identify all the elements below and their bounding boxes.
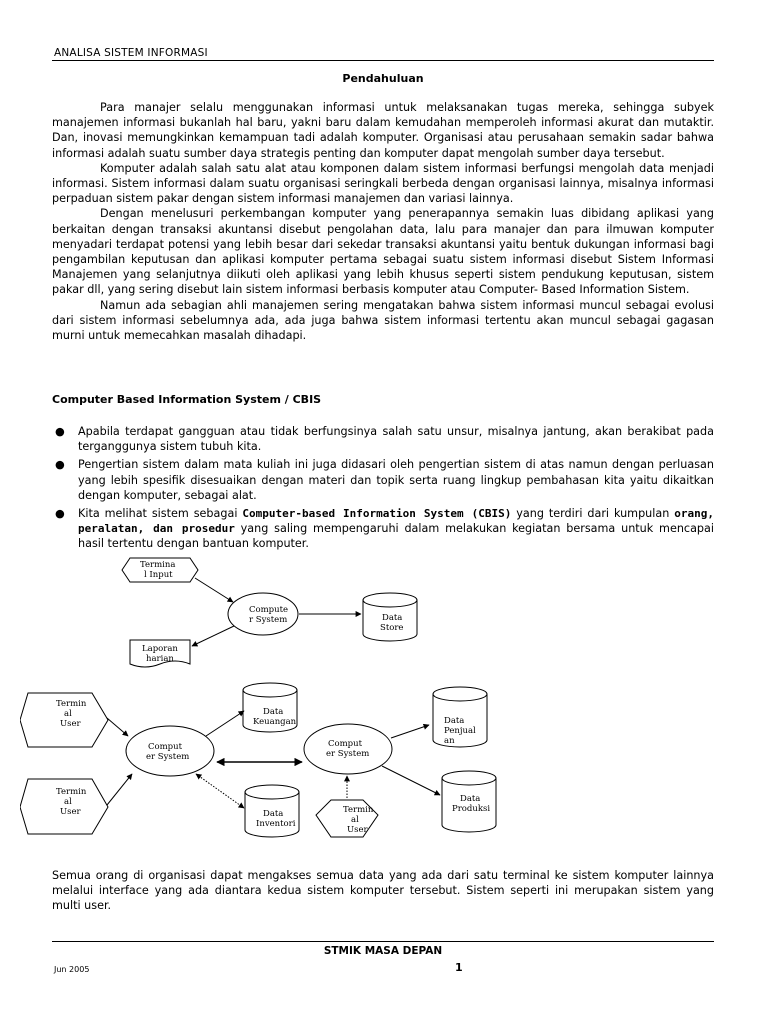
terminal-user-2-label-3: User — [60, 807, 81, 817]
bullet-text-part: yang saling mempengaruhi dalam melakukan kegiatan bersama untuk mencapai hasil tertentu dengan bantuan komputer. — [78, 522, 714, 551]
footer-rule — [52, 941, 714, 942]
terminal-user-1-shape — [20, 693, 108, 747]
data-inventori-label-1: Data — [263, 809, 284, 819]
closing-paragraph: Semua orang di organisasi dapat mengakses semua data yang ada dari satu terminal ke sistem komputer lainnya melalui interface yang ada diantara kedua sistem komputer tersebut. Sistem seperti ini merupakan sistem yang multi user. — [52, 869, 714, 913]
data-store-label-2: Store — [380, 623, 404, 633]
computer-system-left-shape — [126, 726, 214, 776]
footer-institution: STMIK MASA DEPAN — [323, 945, 443, 957]
bullet-item — [52, 424, 714, 454]
data-penjualan-shape — [433, 687, 487, 747]
bullet-dot-icon: ● — [55, 507, 65, 521]
computer-system-left-label-1: Comput — [148, 742, 183, 752]
arrow-cs-inventori — [196, 774, 244, 808]
section-heading: Computer Based Information System / CBIS — [52, 393, 322, 406]
laporan-harian-label-1: Laporan — [142, 644, 178, 654]
data-keuangan-shape — [243, 683, 297, 732]
data-penjualan-label-3: an — [444, 736, 455, 746]
bold-term-cbis: Computer-based Information System (CBIS) — [242, 507, 512, 521]
arrow-computer-to-report — [192, 626, 234, 646]
arrow-cs-to-keuangan — [206, 711, 244, 736]
page-number: 1 — [455, 961, 463, 974]
terminal-user-1-label-3: User — [60, 719, 81, 729]
data-penjualan-label-1: Data — [444, 716, 465, 726]
arrow-cs-to-produksi — [382, 766, 440, 795]
data-penjualan-label-2: Penjual — [444, 726, 476, 736]
terminal-user-3-label-2: al — [351, 815, 359, 825]
arrow-cs-to-penjualan — [391, 725, 429, 738]
footer-date: Jun 2005 — [54, 965, 90, 974]
terminal-user-2-label-1: Termin — [56, 787, 87, 797]
bullet-text-part: yang terdiri dari kumpulan — [511, 507, 675, 521]
bullet-text: Apabila terdapat gangguan atau tidak berfungsinya salah satu unsur, misalnya jantung, akan berakibat pada terganggunya sistem tubuh kita. — [78, 425, 714, 454]
bullet-text: Pengertian sistem dalam mata kuliah ini juga didasari oleh pengertian sistem di atas namun dengan perluasan yang lebih spesifik disesuaikan dengan materi dan topik serta ruang lingkup pembahasan kita yaitu dikaitkan dengan komputer, sebagai alat. — [78, 458, 714, 502]
header-rule — [52, 60, 714, 61]
bullet-text-part: Kita melihat sistem sebagai — [78, 507, 243, 521]
data-produksi-label-1: Data — [460, 794, 481, 804]
data-produksi-label-2: Produksi — [452, 804, 491, 814]
data-keuangan-label-1: Data — [263, 707, 284, 717]
computer-system-top-label-2: r System — [249, 615, 288, 625]
intro-section — [52, 100, 714, 343]
data-inventori-shape — [245, 785, 299, 837]
data-keuangan-label-2: Keuangan — [253, 717, 297, 727]
arrow-terminal2-to-cs — [107, 774, 132, 805]
bold-term-components: orang, peralatan, dan prosedur — [78, 507, 714, 536]
terminal-user-3-shape — [316, 800, 378, 837]
arrow-input-to-computer — [195, 578, 233, 602]
bullet-item — [52, 457, 714, 503]
paragraph-1: Para manajer selalu menggunakan informasi untuk melaksanakan tugas mereka, sehingga subyek manajemen informasi bukanlah hal baru, yakni baru dalam kemudahan memperoleh informasi akurat dan mutaktir. Dan, inovasi memungkinkan kemampuan tadi adalah komputer. Organisasi atau perusahaan semakin sadar bahwa informasi adalah suatu sumber daya strategis penting dan komputer dapat mengolah sumber daya tersebut. — [52, 101, 714, 160]
paragraph-4: Namun ada sebagian ahli manajemen sering mengatakan bahwa sistem informasi muncul sebagai evolusi dari sistem informasi sebelumnya ada, ada juga bahwa sistem informasi tertentu akan muncul sebagai gagasan murni untuk memecahkan masalah dihadapi. — [52, 298, 714, 343]
terminal-user-1-label-2: al — [64, 709, 72, 719]
computer-system-right-label-2: er System — [326, 749, 370, 759]
data-store-shape — [363, 593, 417, 641]
computer-system-left-label-2: er System — [146, 752, 190, 762]
bullet-dot-icon: ● — [55, 425, 65, 438]
document-title: Pendahuluan — [342, 72, 424, 85]
data-inventori-label-2: Inventori — [256, 819, 296, 829]
terminal-user-2-shape — [20, 779, 108, 834]
terminal-user-1-label-1: Termin — [56, 699, 87, 709]
bullet-list — [52, 424, 714, 555]
arrow-terminal1-to-cs — [107, 718, 128, 736]
computer-system-top-label-1: Compute — [249, 605, 289, 615]
bullet-item — [52, 506, 714, 552]
data-store-label-1: Data — [382, 613, 403, 623]
laporan-harian-label-2: harian — [146, 654, 174, 664]
terminal-input-shape — [122, 558, 198, 582]
computer-system-right-shape — [304, 724, 392, 774]
bullet-dot-icon: ● — [55, 458, 65, 472]
data-produksi-shape — [442, 771, 496, 832]
terminal-user-3-label-1: Termin — [343, 805, 374, 815]
terminal-input-label-2: l Input — [144, 570, 173, 580]
terminal-user-2-label-2: al — [64, 797, 72, 807]
paragraph-2: Komputer adalah salah satu alat atau komponen dalam sistem informasi berfungsi mengolah data menjadi informasi. Sistem informasi dalam suatu organisasi seringkali berbeda dengan organisasi lainnya, misalnya informasi perpaduan sistem pakar dengan sistem informasi manajemen dan variasi lainnya. — [52, 161, 714, 206]
laporan-harian-shape — [130, 640, 190, 667]
computer-system-right-label-1: Comput — [328, 739, 363, 749]
cbis-diagram — [20, 550, 520, 850]
paragraph-3: Dengan menelusuri perkembangan komputer yang penerapannya semakin luas dibidang aplikasi yang berkaitan dengan transaksi akuntansi disebut pengolahan data, lalu para manajer dan para ilmuwan komputer menyadari terdapat potensi yang lebih besar dari sekedar transaksi akuntansi yaitu bentuk dukungan informasi bagi pengambilan keputusan dan aplikasi komputer pertama sebagai suatu sistem informasi disebut Sistem Informasi Manajemen yang selanjutnya diikuti oleh aplikasi yang lebih khusus seperti sistem pendukung keputusan, sistem pakar dll, yang sering disebut lain sistem informasi berbasis komputer atau Computer- Based Information Sistem. — [52, 207, 714, 297]
computer-system-top-shape — [228, 593, 298, 635]
terminal-user-3-label-3: User — [347, 825, 368, 835]
terminal-input-label-1: Termina — [140, 560, 176, 570]
running-header: ANALISA SISTEM INFORMASI — [54, 47, 208, 59]
